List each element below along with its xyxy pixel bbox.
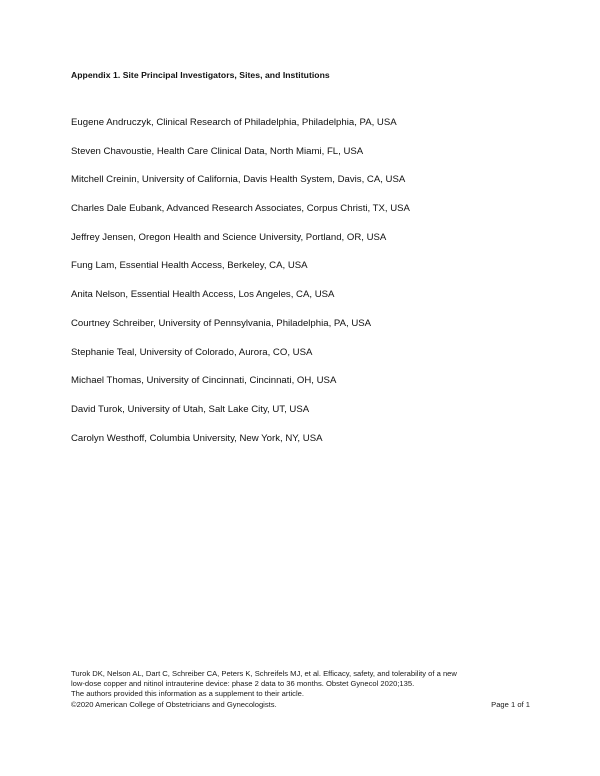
appendix-title: Appendix 1. Site Principal Investigators, Sites, and Institutions: [71, 70, 330, 80]
investigator-entry: Stephanie Teal, University of Colorado, Aurora, CO, USA: [71, 346, 313, 358]
investigator-entry: Anita Nelson, Essential Health Access, Los Angeles, CA, USA: [71, 289, 335, 301]
citation-line: low-dose copper and nitinol intrauterine device: phase 2 data to 36 months. Obstet Gynecol 2020;135.: [71, 679, 415, 689]
citation-line: Turok DK, Nelson AL, Dart C, Schreiber CA, Peters K, Schreifels MJ, et al. Efficacy, safety, and tolerability of a new: [71, 669, 457, 678]
investigator-entry: Mitchell Creinin, University of California, Davis Health System, Davis, CA, USA: [71, 174, 406, 186]
investigator-entry: Carolyn Westhoff, Columbia University, New York, NY, USA: [71, 432, 323, 444]
investigator-entry: Fung Lam, Essential Health Access, Berkeley, CA, USA: [71, 260, 308, 272]
investigator-entry: Steven Chavoustie, Health Care Clinical Data, North Miami, FL, USA: [71, 145, 364, 157]
page-number: Page 1 of 1: [491, 699, 530, 709]
copyright-notice: ©2020 American College of Obstetricians and Gynecologists.: [71, 699, 277, 709]
investigator-entry: David Turok, University of Utah, Salt Lake City, UT, USA: [71, 403, 310, 415]
investigator-entry: Charles Dale Eubank, Advanced Research Associates, Corpus Christi, TX, USA: [71, 203, 410, 215]
investigator-entry: Jeffrey Jensen, Oregon Health and Science University, Portland, OR, USA: [71, 231, 387, 243]
supplement-note: The authors provided this information as a supplement to their article.: [71, 689, 304, 699]
page-footer: [71, 669, 531, 710]
investigator-list: [71, 116, 410, 460]
investigator-entry: Eugene Andruczyk, Clinical Research of Philadelphia, Philadelphia, PA, USA: [71, 117, 397, 128]
investigator-entry: Michael Thomas, University of Cincinnati, Cincinnati, OH, USA: [71, 375, 337, 387]
investigator-entry: Courtney Schreiber, University of Pennsylvania, Philadelphia, PA, USA: [71, 317, 372, 329]
footer-bottom-row: [71, 700, 530, 710]
